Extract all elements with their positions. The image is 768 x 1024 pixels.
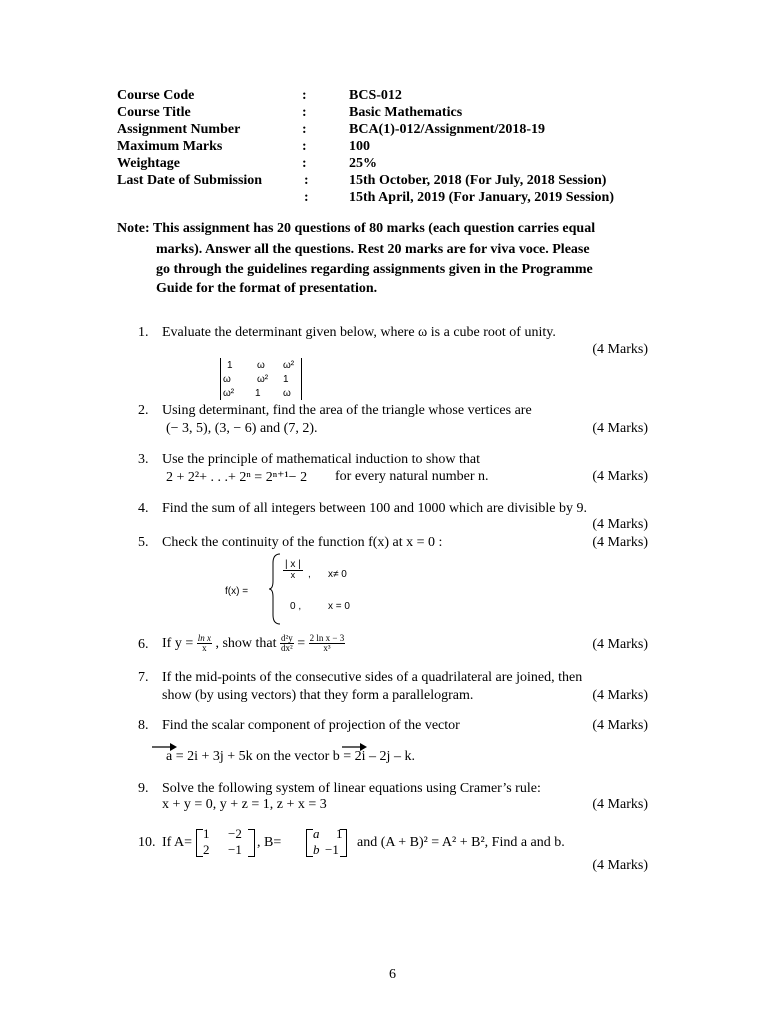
label-maximum-marks: Maximum Marks (117, 139, 223, 154)
note-line-1: Note: This assignment has 20 questions of 80 marks (each question carries equal (117, 221, 596, 236)
matrix-cell: 1 (283, 374, 289, 385)
fraction-numerator: d²y (281, 633, 293, 644)
value-course-code: BCS-012 (349, 88, 402, 103)
note-line-2: marks). Answer all the questions. Rest 20 marks are for viva voce. Please (156, 242, 590, 257)
value-maximum-marks: 100 (349, 139, 370, 154)
curly-brace (268, 553, 282, 625)
matrix-cell: 2 (203, 842, 210, 857)
matrix-cell: a (313, 826, 320, 841)
question-number: 3. (138, 452, 149, 467)
fraction-denominator: x (202, 643, 207, 654)
question-number: 2. (138, 403, 149, 418)
matrix-cell: ω² (257, 374, 269, 385)
matrix-bracket-left (196, 829, 203, 857)
question-number: 4. (138, 501, 149, 516)
value-weightage: 25% (349, 156, 377, 171)
colon: : (302, 139, 307, 154)
marks: (4 Marks) (592, 718, 648, 733)
colon: : (302, 122, 307, 137)
matrix-cell: 1 (336, 826, 343, 841)
label-course-code: Course Code (117, 88, 195, 103)
label-course-title: Course Title (117, 105, 191, 120)
fraction-denominator: x (290, 570, 296, 580)
piecewise-fraction (283, 560, 303, 580)
marks: (4 Marks) (592, 688, 648, 703)
value-last-date-july: 15th October, 2018 (For July, 2018 Session) (349, 173, 607, 188)
question-text: Find the scalar component of projection of the vector (162, 718, 460, 733)
marks: (4 Marks) (592, 637, 648, 652)
question-number: 5. (138, 535, 149, 550)
fraction-numerator: 2 ln x − 3 (309, 633, 345, 644)
question-number: 1. (138, 325, 149, 340)
fraction-numerator: | x | (285, 559, 301, 570)
value-assignment-number: BCA(1)-012/Assignment/2018-19 (349, 122, 545, 137)
fraction-y (197, 634, 212, 653)
matrix-cell: 1 (255, 388, 261, 399)
label-weightage: Weightage (117, 156, 180, 171)
comma: , (308, 569, 311, 580)
question-text: If the mid-points of the consecutive sides of a quadrilateral are joined, then (162, 670, 583, 685)
matrix-bracket-left (306, 829, 313, 857)
matrix-cell: ω² (283, 360, 295, 371)
matrix-cell: ω (223, 374, 231, 385)
matrix-cell: ω (283, 388, 291, 399)
colon: : (304, 190, 309, 205)
question-text (162, 629, 345, 659)
function-label: f(x) = (225, 586, 249, 597)
marks: (4 Marks) (592, 342, 648, 357)
middle-text: , show that (215, 636, 277, 651)
question-text: Check the continuity of the function f(x) at x = 0 : (162, 535, 443, 550)
matrix-bracket-right (248, 829, 255, 857)
question-number: 7. (138, 670, 149, 685)
matrix-cell: −1 (228, 842, 242, 857)
fraction-denominator: dx² (281, 643, 293, 654)
matrix-bracket-right (340, 829, 347, 857)
colon: : (302, 105, 307, 120)
question-number: 9. (138, 781, 149, 796)
value-last-date-january: 15th April, 2019 (For January, 2019 Session) (349, 190, 614, 205)
label-assignment-number: Assignment Number (117, 122, 241, 137)
value-course-title: Basic Mathematics (349, 105, 463, 120)
question-number: 6. (138, 637, 149, 652)
label-last-date: Last Date of Submission (117, 173, 263, 188)
matrix-cell: −2 (228, 826, 242, 841)
question-text: Evaluate the determinant given below, where ω is a cube root of unity. (162, 325, 556, 340)
note-line-4: Guide for the format of presentation. (156, 281, 378, 296)
vector-expression: a = 2i + 3j + 5k on the vector b = 2i – 2j – k. (166, 749, 415, 764)
fraction-denominator: x³ (323, 643, 331, 654)
condition-2: x = 0 (328, 601, 350, 612)
question-number: 10. (138, 835, 156, 850)
fraction-numerator: ln x (197, 633, 211, 644)
matrix-cell: ω (257, 360, 265, 371)
matrix-cell: ω² (223, 388, 235, 399)
question-text-line-2: (− 3, 5), (3, − 6) and (7, 2). (166, 421, 318, 436)
prefix-text: If y = (162, 636, 194, 651)
question-text-tail: for every natural number n. (335, 469, 489, 484)
zero-value: 0 , (290, 601, 302, 612)
page-number: 6 (389, 967, 396, 982)
question-text: Using determinant, find the area of the triangle whose vertices are (162, 403, 532, 418)
question-number: 8. (138, 718, 149, 733)
marks: (4 Marks) (592, 797, 648, 812)
question-text: Find the sum of all integers between 100 and 1000 which are divisible by 9. (162, 501, 587, 516)
determinant-matrix (220, 358, 302, 400)
prefix-text: If A= (162, 835, 193, 850)
question-text-line-2: show (by using vectors) that they form a parallelogram. (162, 688, 474, 703)
fraction-result (309, 634, 346, 653)
separator-text: , B= (257, 835, 282, 850)
marks: (4 Marks) (592, 517, 648, 532)
question-text-tail: and (A + B)² = A² + B², Find a and b. (357, 835, 565, 850)
colon: : (302, 88, 307, 103)
question-text: Use the principle of mathematical induction to show that (162, 452, 481, 467)
note-line-3: go through the guidelines regarding assignments given in the Programme (156, 262, 593, 277)
matrix-cell: 1 (227, 360, 233, 371)
math-expression: 2 + 2²+ . . .+ 2ⁿ = 2ⁿ⁺¹− 2 (166, 470, 308, 485)
matrix-cell: −1 (325, 842, 339, 857)
condition-1: x≠ 0 (328, 569, 347, 580)
marks: (4 Marks) (592, 421, 648, 436)
marks: (4 Marks) (592, 535, 648, 550)
question-text: Solve the following system of linear equations using Cramer’s rule: (162, 781, 541, 796)
matrix-cell: b (313, 842, 320, 857)
colon: : (302, 156, 307, 171)
colon: : (304, 173, 309, 188)
marks: (4 Marks) (592, 858, 648, 873)
marks: (4 Marks) (592, 469, 648, 484)
fraction-derivative (280, 634, 294, 653)
matrix-cell: 1 (203, 826, 210, 841)
equals-sign: = (297, 636, 306, 651)
equations: x + y = 0, y + z = 1, z + x = 3 (162, 797, 327, 812)
